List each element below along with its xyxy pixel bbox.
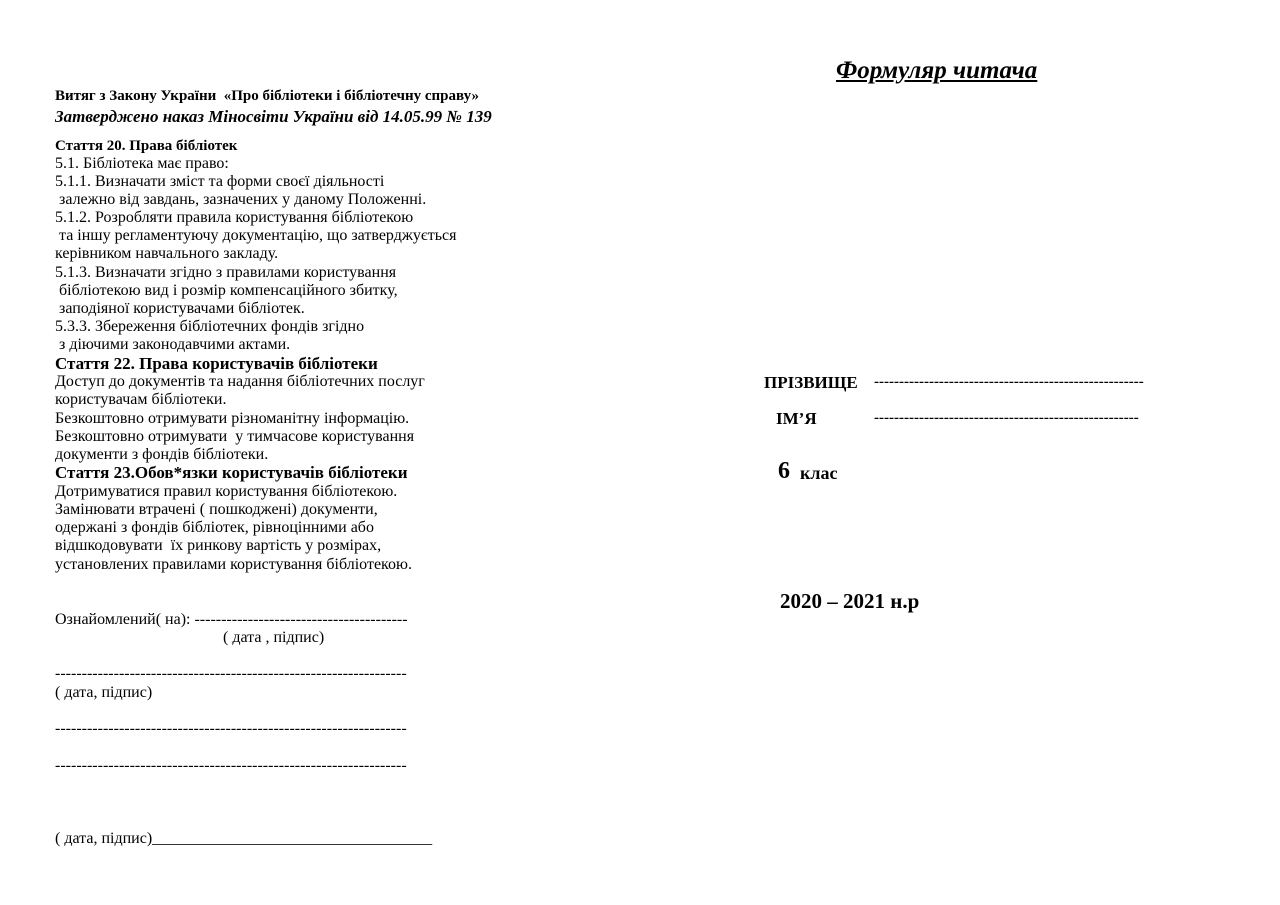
final-date-signature-line: ( дата, підпис)___________________________________ <box>55 830 433 847</box>
article-22-line: Доступ до документів та надання бібліотечних послуг <box>55 373 425 390</box>
date-signature-caption: ( дата , підпис) <box>223 629 325 646</box>
article-20-line: бібліотекою вид і розмір компенсаційного збитку, <box>55 282 398 299</box>
article-23-line: відшкодовувати їх ринкову вартість у розмірах, <box>55 537 382 554</box>
acknowledged-signature-line: Ознайомлений( на): ---------------------------------------- <box>55 611 408 628</box>
article-20-line: 5.1.2. Розробляти правила користування бібліотекою <box>55 209 414 226</box>
article-22-line: документи з фондів бібліотеки. <box>55 446 269 463</box>
law-extract-heading: Витяг з Закону України «Про бібліотеки і бібліотечну справу» <box>55 88 479 104</box>
date-signature-caption: ( дата, підпис) <box>55 684 153 701</box>
class-label: клас <box>800 463 838 483</box>
article-22-line: Безкоштовно отримувати різноманітну інформацію. <box>55 410 410 427</box>
dashed-line: ------------------------------------------------------------------ <box>55 665 407 682</box>
dashed-line: ------------------------------------------------------------------ <box>55 757 407 774</box>
article-22-line: Безкоштовно отримувати у тимчасове користування <box>55 428 415 445</box>
dashed-line: ------------------------------------------------------------------ <box>55 720 407 737</box>
article-23-line: Замінювати втрачені ( пошкоджені) документи, <box>55 501 378 518</box>
article-20-line: залежно від завдань, зазначених у даному Положенні. <box>55 191 427 208</box>
article-20-line: 5.1. Бібліотека має право: <box>55 155 229 172</box>
article-20-line: заподіяної користувачами бібліотек. <box>55 300 305 317</box>
article-20-line: керівником навчального закладу. <box>55 245 279 262</box>
name-blank-line: ----------------------------------------------------- <box>874 410 1139 426</box>
surname-blank-line: ------------------------------------------------------ <box>874 374 1144 390</box>
surname-label: ПРІЗВИЩЕ <box>764 373 858 392</box>
article-23-line: одержані з фондів бібліотек, рівноцінними або <box>55 519 374 536</box>
article-20-line: та іншу регламентуючу документацію, що затверджується <box>55 227 457 244</box>
article-20-line: 5.3.3. Збереження бібліотечних фондів згідно <box>55 318 365 335</box>
approval-order-line: Затверджено наказ Міносвіти України від 14.05.99 № 139 <box>55 107 492 126</box>
article-23-line: Дотримуватися правил користування бібліотекою. <box>55 483 398 500</box>
article-20-line: 5.1.3. Визначати згідно з правилами користування <box>55 264 397 281</box>
reader-form-title: Формуляр читача <box>836 57 1038 84</box>
class-number: 6 <box>778 458 790 484</box>
article-20-line: 5.1.1. Визначати зміст та форми своєї діяльності <box>55 173 385 190</box>
school-year: 2020 – 2021 н.р <box>780 589 920 613</box>
name-label: ІМ’Я <box>776 409 817 428</box>
article-23-heading: Стаття 23.Обов*язки користувачів бібліотеки <box>55 463 408 482</box>
article-23-line: установлених правилами користування бібліотекою. <box>55 556 412 573</box>
article-20-line: з діючими законодавчими актами. <box>55 336 291 353</box>
article-22-line: користувачам бібліотеки. <box>55 391 227 408</box>
article-20-heading: Стаття 20. Права бібліотек <box>55 138 238 154</box>
article-22-heading: Стаття 22. Права користувачів бібліотеки <box>55 354 378 373</box>
